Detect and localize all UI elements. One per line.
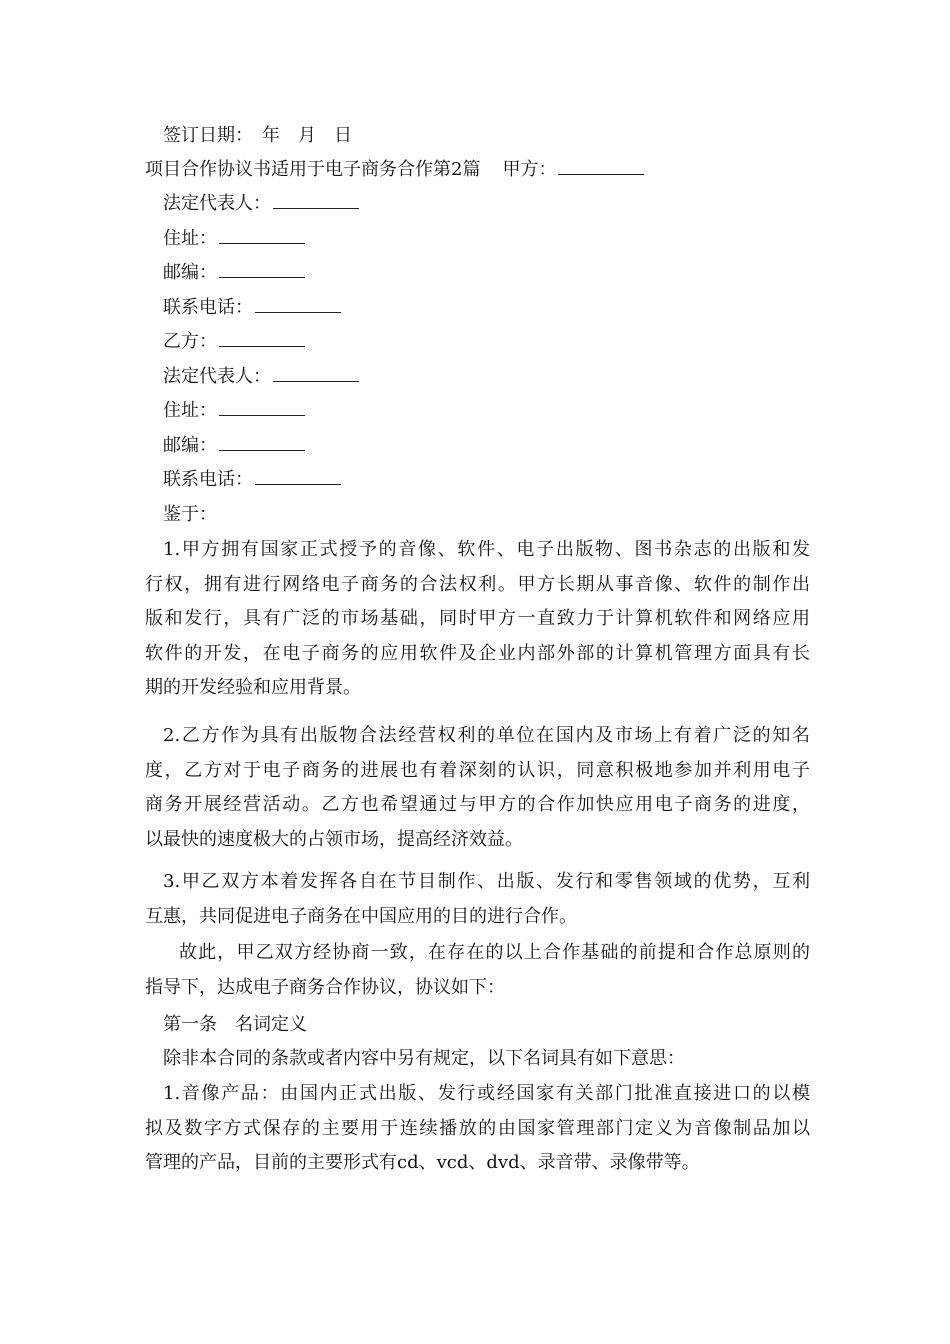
whereas-item-3: [145, 865, 810, 934]
party-b-address-blank: [219, 399, 305, 416]
party-b-legal-rep-label: 法定代表人：: [163, 366, 271, 387]
document-title: 项目合作协议书适用于电子商务合作第2篇: [145, 159, 481, 180]
party-a-blank: [558, 158, 644, 175]
paragraph-line: 版和发行，具有广泛的市场基础，同时甲方一直致力于计算机软件和网络应用: [145, 608, 810, 629]
article-1-intro: 除非本合同的条款或者内容中另有规定，以下名词具有如下意思：: [163, 1048, 685, 1069]
party-b-phone-line: [163, 467, 341, 493]
title-line: [145, 157, 644, 183]
whereas-heading: 鉴于：: [163, 504, 217, 525]
whereas-item-2: [145, 719, 810, 857]
party-a-address-line: [163, 226, 305, 252]
article-1-item-1: [145, 1077, 810, 1181]
paragraph-line: 拟及数字方式保存的主要用于连续播放的由国家管理部门定义为音像制品加以: [145, 1117, 810, 1139]
party-b-legal-rep-line: [163, 364, 359, 390]
paragraph-line: 1.音像产品：由国内正式出版、发行或经国家有关部门批准直接进口的以模: [163, 1083, 810, 1104]
party-b-phone-blank: [255, 468, 341, 485]
therefore-paragraph: [145, 936, 810, 1005]
party-b-blank: [219, 330, 305, 347]
party-b-phone-label: 联系电话：: [163, 469, 253, 490]
party-a-phone-blank: [255, 296, 341, 313]
party-b-address-line: [163, 398, 305, 424]
party-b-legal-rep-blank: [273, 365, 359, 382]
whereas-item-1: [145, 533, 810, 706]
party-a-phone-line: [163, 295, 341, 321]
party-a-postcode-line: [163, 260, 305, 286]
article-1-heading: 第一条 名词定义: [163, 1014, 307, 1035]
paragraph-line: 以最快的速度极大的占领市场，提高经济效益。: [145, 828, 523, 850]
paragraph-line: 度，乙方对于电子商务的进展也有着深刻的认识，同意积极地参加并利用电子: [145, 759, 810, 781]
party-b-label: 乙方：: [163, 331, 217, 352]
paragraph-line: 商务开展经营活动。乙方也希望通过与甲方的合作加快应用电子商务的进度，: [145, 794, 810, 815]
party-a-legal-rep-label: 法定代表人：: [163, 193, 271, 214]
party-a-legal-rep-line: [163, 191, 359, 217]
paragraph-line: 行权，拥有进行网络电子商务的合法权利。甲方长期从事音像、软件的制作出: [145, 573, 810, 595]
party-b-address-label: 住址：: [163, 400, 217, 421]
party-a-postcode-label: 邮编：: [163, 262, 217, 283]
party-a-phone-label: 联系电话：: [163, 297, 253, 318]
paragraph-line: 3.甲乙双方本着发挥各自在节目制作、出版、发行和零售领域的优势，互利: [163, 871, 810, 892]
paragraph-line: 指导下，达成电子商务合作协议，协议如下：: [145, 976, 505, 998]
paragraph-line: 2.乙方作为具有出版物合法经营权利的单位在国内及市场上有着广泛的知名: [163, 725, 810, 746]
paragraph-line: 管理的产品，目前的主要形式有cd、vcd、dvd、录音带、录像带等。: [145, 1152, 700, 1173]
paragraph-line: 互惠，共同促进电子商务在中国应用的目的进行合作。: [145, 905, 577, 927]
paragraph-line: 故此，甲乙双方经协商一致，在存在的以上合作基础的前提和合作总原则的: [179, 942, 810, 963]
sign-date-line: 签订日期： 年 月 日: [163, 125, 352, 146]
party-b-postcode-line: [163, 433, 305, 459]
paragraph-line: 1.甲方拥有国家正式授予的音像、软件、电子出版物、图书杂志的出版和发: [163, 539, 810, 560]
party-a-legal-rep-blank: [273, 192, 359, 209]
party-b-postcode-blank: [219, 434, 305, 451]
party-a-postcode-blank: [219, 261, 305, 278]
party-b-line: [163, 329, 305, 355]
paragraph-line: 期的开发经验和应用背景。: [145, 677, 361, 698]
paragraph-line: 软件的开发，在电子商务的应用软件及企业内部外部的计算机管理方面具有长: [145, 642, 810, 664]
party-a-label: 甲方：: [502, 159, 557, 180]
party-a-address-label: 住址：: [163, 228, 217, 249]
party-a-address-blank: [219, 227, 305, 244]
party-b-postcode-label: 邮编：: [163, 435, 217, 456]
